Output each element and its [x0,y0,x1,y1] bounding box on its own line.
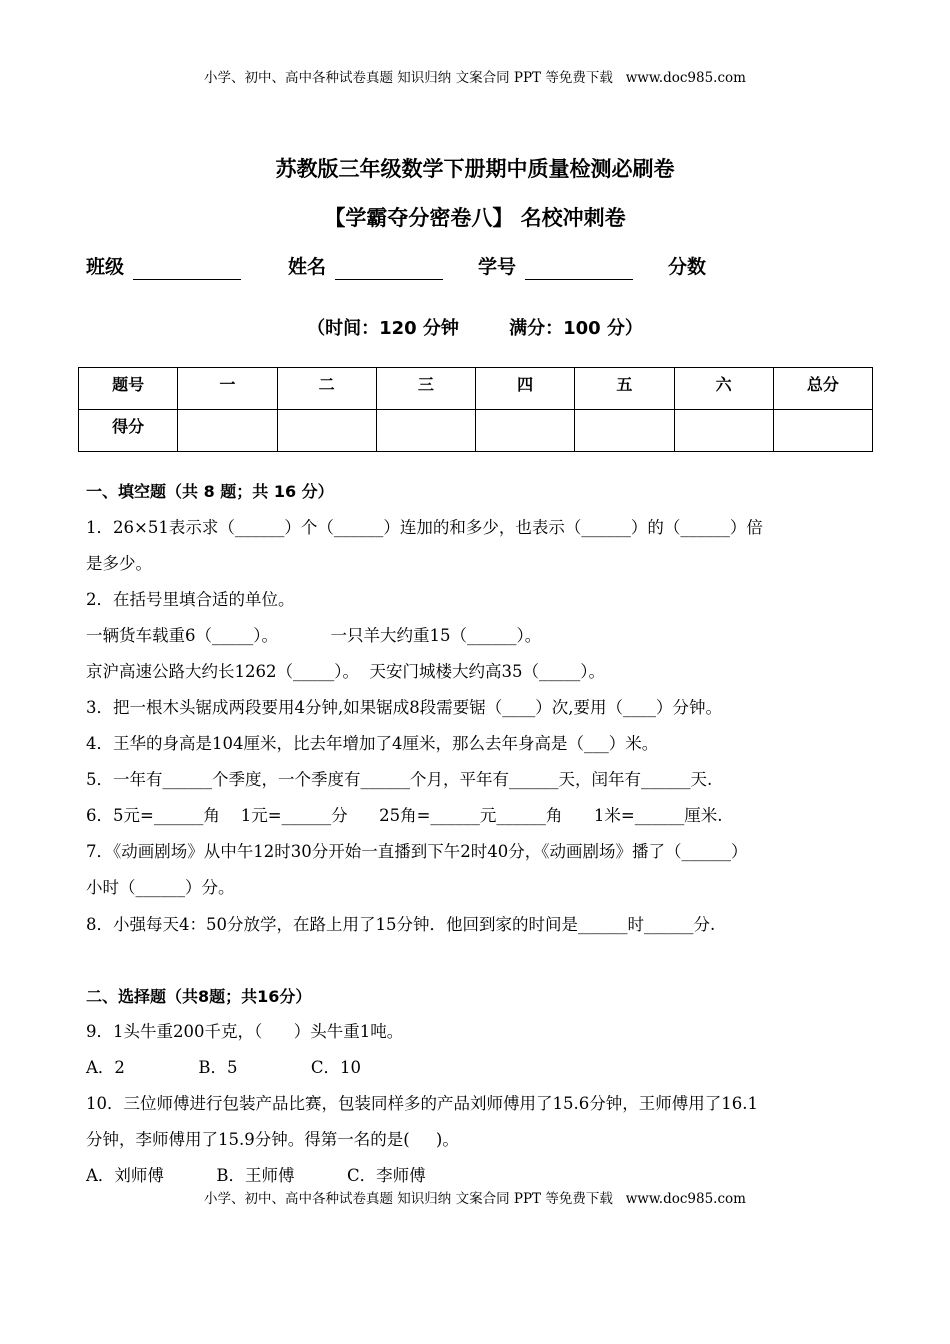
answer-options: A．刘师傅 B．王师傅 C．李师傅 [86,1166,426,1185]
table-cell: 题号 [79,368,178,410]
question-line: 7．《动画剧场》从中午12时30分开始一直播到下午2时40分，《动画剧场》播了（______） [86,842,748,861]
question-line: 5．一年有______个季度，一个季度有______个月，平年有______天，闰年有______天. [86,770,713,789]
question-line: 京沪高速公路大约长1262（_____）。 天安门城楼大约高35（_____）。 [86,662,605,681]
table-cell: 二 [277,368,376,410]
score-cell [178,410,277,452]
table-cell: 四 [476,368,575,410]
question-line: 9．1头牛重200千克，（ ）头牛重1吨。 [86,1022,404,1041]
question-line: 1．26×51表示求（______）个（______）连加的和多少，也表示（______）的（______）倍 [86,518,763,537]
page-footer: 小学、初中、高中各种试卷真题 知识归纳 文案合同 PPT 等免费下载 www.doc985.com [204,1191,746,1207]
section-heading: 一、填空题（共 8 题；共 16 分） [86,482,334,501]
question-line: 3．把一根木头锯成两段要用4分钟,如果锯成8段需要锯（____）次,要用（____）分钟。 [86,698,722,717]
document-title: 苏教版三年级数学下册期中质量检测必刷卷 [275,157,675,181]
question-line: 是多少。 [86,554,152,573]
table-row [79,410,873,452]
section-heading: 二、选择题（共8题；共16分） [86,987,312,1006]
question-line: 一辆货车载重6（_____）。 一只羊大约重15（______）。 [86,626,542,645]
score-label: 分数 [668,256,707,278]
question-line: 6．5元=______角 1元=______分 25角=______元______角 1米=______厘米. [86,806,723,825]
score-cell [476,410,575,452]
question-line: 8．小强每天4：50分放学，在路上用了15分钟．他回到家的时间是______时______分. [86,915,716,934]
table-cell: 得分 [79,410,178,452]
table-cell: 六 [674,368,773,410]
score-cell [575,410,674,452]
table-cell: 一 [178,368,277,410]
name-label: 姓名 [288,256,327,278]
score-cell [674,410,773,452]
score-table [78,367,873,452]
table-cell: 五 [575,368,674,410]
name-blank [335,278,443,280]
question-line: 小时（______）分。 [86,878,235,897]
answer-options: A．2 B．5 C．10 [86,1058,362,1077]
document-subtitle: 【学霸夺分密卷八】 名校冲刺卷 [324,206,626,230]
table-cell: 三 [376,368,475,410]
question-line: 4．王华的身高是104厘米，比去年增加了4厘米，那么去年身高是（___）米。 [86,734,659,753]
id-blank [525,278,633,280]
class-blank [133,278,241,280]
table-cell: 总分 [773,368,872,410]
time-info: （时间：120 分钟 满分：100 分） [307,318,643,339]
score-cell [376,410,475,452]
question-line: 10．三位师傅进行包装产品比赛，包装同样多的产品刘师傅用了15.6分钟，王师傅用了16.1 [86,1094,758,1113]
score-cell [773,410,872,452]
page-header: 小学、初中、高中各种试卷真题 知识归纳 文案合同 PPT 等免费下载 www.doc985.com [204,70,746,86]
table-header-row [79,368,873,410]
question-line: 分钟，李师傅用了15.9分钟。得第一名的是( )。 [86,1130,459,1149]
question-line: 2．在括号里填合适的单位。 [86,590,295,609]
class-label: 班级 [86,256,125,278]
score-cell [277,410,376,452]
id-label: 学号 [478,256,517,278]
